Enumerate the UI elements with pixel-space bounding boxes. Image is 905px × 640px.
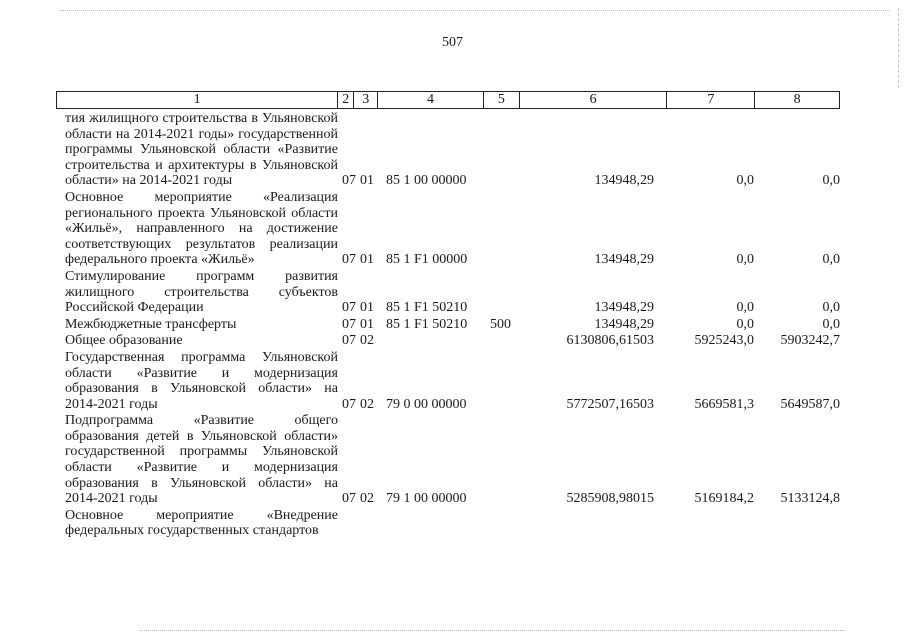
amount-col-6: 6130806,61503: [566, 333, 654, 349]
amount-col-6: 5285908,98015: [566, 491, 654, 507]
amount-col-8: 0,0: [822, 252, 840, 268]
amount-col-7: 0,0: [736, 300, 754, 316]
amount-col-8: 5903242,7: [780, 333, 840, 349]
header-col-6: 6: [520, 92, 668, 108]
subsection-code: 01: [360, 173, 374, 189]
target-article-code: 85 1 F1 50210: [386, 300, 468, 316]
amount-col-8: 5133124,8: [780, 491, 840, 507]
header-col-7: 7: [667, 92, 755, 108]
row-title: Основное мероприятие «Реализация регионального проекта Ульяновской области «Жильё», направленного на достижение соответствующих результатов реализации федерального проекта «Жильё»: [65, 189, 338, 268]
section-code: 07: [342, 252, 356, 268]
table-row: [56, 413, 840, 507]
subsection-code: 01: [360, 252, 374, 268]
amount-col-7: 5925243,0: [694, 333, 754, 349]
table-row: [56, 508, 840, 539]
amount-col-7: 0,0: [736, 252, 754, 268]
table-body: [56, 111, 840, 539]
table-row: [56, 111, 840, 189]
target-article-code: 79 1 00 00000: [386, 491, 467, 507]
table-header: [56, 91, 840, 109]
row-title: Стимулирование программ развития жилищного строительства субъектов Российской Федерации: [65, 268, 338, 316]
table-row: [56, 333, 840, 349]
amount-col-6: 134948,29: [594, 316, 654, 332]
target-article-code: 85 1 F1 50210: [386, 316, 468, 332]
row-title: Подпрограмма «Развитие общего образования детей в Ульяновской области» государственной программы Ульяновской области «Развитие и модернизация образования в Ульяновской области» на 2014-2021 годы: [65, 413, 338, 507]
row-title: Общее образование: [65, 333, 183, 349]
amount-col-8: 0,0: [822, 316, 840, 332]
row-title: Государственная программа Ульяновской области «Развитие и модернизация образования в Ульяновской области» на 2014-2021 годы: [65, 349, 338, 412]
amount-col-6: 5772507,16503: [566, 396, 654, 412]
table-row: [56, 269, 840, 316]
header-col-5: 5: [484, 92, 520, 108]
header-col-3: 3: [354, 92, 378, 108]
section-code: 07: [342, 333, 356, 349]
subsection-code: 01: [360, 300, 374, 316]
target-article-code: 85 1 F1 00000: [386, 252, 468, 268]
section-code: 07: [342, 300, 356, 316]
target-article-code: 79 0 00 00000: [386, 396, 467, 412]
row-title: Основное мероприятие «Внедрение федеральных государственных стандартов: [65, 507, 338, 539]
amount-col-7: 0,0: [736, 173, 754, 189]
target-article-code: 85 1 00 00000: [386, 173, 467, 189]
amount-col-8: 0,0: [822, 173, 840, 189]
row-title: тия жилищного строительства в Ульяновской области на 2014-2021 годы» государственной программы Ульяновской области «Развитие строительства и архитектуры в Ульяновской области» на 2014-2021 годы: [65, 111, 338, 189]
header-col-1: 1: [57, 92, 338, 108]
section-code: 07: [342, 316, 356, 332]
amount-col-7: 5669581,3: [694, 396, 754, 412]
expense-type-code: 500: [490, 316, 511, 332]
section-code: 07: [342, 491, 356, 507]
header-col-2: 2: [338, 92, 354, 108]
header-col-8: 8: [793, 92, 801, 107]
table-row: [56, 350, 840, 412]
amount-col-6: 134948,29: [594, 252, 654, 268]
amount-col-8: 0,0: [822, 300, 840, 316]
scan-edge-top: [60, 10, 890, 11]
row-title: Межбюджетные трансферты: [65, 316, 237, 332]
section-code: 07: [342, 396, 356, 412]
subsection-code: 01: [360, 316, 374, 332]
amount-col-6: 134948,29: [594, 300, 654, 316]
subsection-code: 02: [360, 333, 374, 349]
page-number: 507: [442, 35, 463, 50]
table-row: [56, 190, 840, 268]
subsection-code: 02: [360, 396, 374, 412]
subsection-code: 02: [360, 491, 374, 507]
header-col-4: 4: [378, 92, 484, 108]
amount-col-8: 5649587,0: [780, 396, 840, 412]
section-code: 07: [342, 173, 356, 189]
scan-edge-bottom: [140, 630, 845, 631]
table-row: [56, 317, 840, 333]
amount-col-7: 5169184,2: [694, 491, 754, 507]
amount-col-6: 134948,29: [594, 173, 654, 189]
amount-col-7: 0,0: [736, 316, 754, 332]
